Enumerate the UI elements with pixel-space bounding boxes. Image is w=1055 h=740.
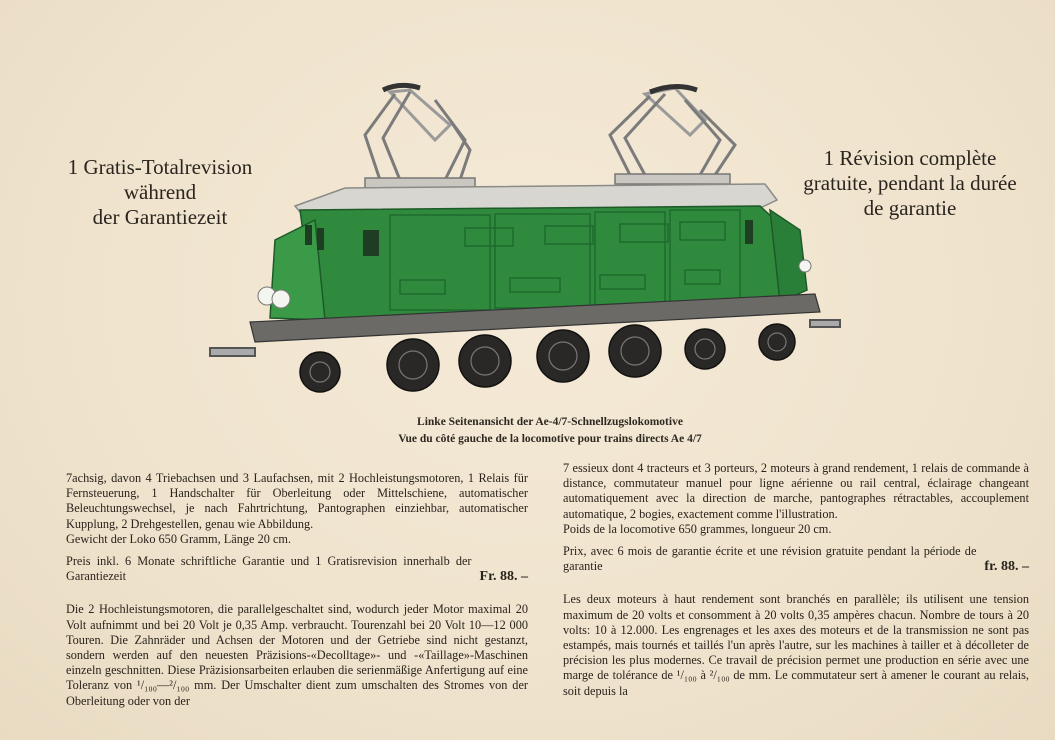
column-german [66,471,528,709]
description-french: 7 essieux dont 4 tracteurs et 3 porteurs, 2 moteurs à grand rendement, 1 relais de commande à distance, commutateur manuel pour ligne aérienne ou rail central, éclairage changeant automatiquement avec la direction de marche, pantographes rétractables, accouplement automatique, 2 bogies, exactement comme l'illustration. [563,461,1029,521]
motors-german: Die 2 Hochleistungsmotoren, die parallelgeschaltet sind, wodurch jeder Motor maximal 20 Volt aufnimmt und bei 20 Volt je 0,35 Amp. verbraucht. Tourenzahl bei 20 Volt 10—12 000 Touren. Die Zahnräder und Achsen der Motoren und der Getriebe sind nicht gestanzt, sondern werden auf den neuesten Präzisions-«Decolltage»- und -«Taillage»-Maschinen einzeln geschnitten. Diese Präzisionsarbeiten erlauben die serienmäßige Anfertigung auf eine Toleranz von ¹/₁₀₀—²/₁₀₀ mm. Der Umschalter dient zum umschalten des Stromes von der Oberleitung oder von der [66,602,528,708]
caption-french: Vue du côté gauche de la locomotive pour trains directs Ae 4/7 [398,433,702,445]
price-text-french: Prix, avec 6 mois de garantie écrite et une révision gratuite pendant la période de garantie [563,544,977,574]
pantograph-left [365,85,475,188]
heading-french-line-2: gratuite, pendant la durée [803,171,1017,195]
caption-german: Linke Seitenansicht der Ae-4/7-Schnellzugslokomotive [417,416,683,428]
price-row-german [66,554,528,584]
heading-german-line-2: während [123,180,197,204]
column-french [563,461,1029,699]
price-amount-german: Fr. 88. – [479,569,528,585]
description-german: 7achsig, davon 4 Triebachsen und 3 Laufachsen, mit 2 Hochleistungsmotoren, 1 Relais für Fernsteuerung, 1 Handschalter für Oberleitung oder Mittelschiene, automatischer Beleuchtungswechsel, je nach Fahrtrichtung, Pantographen einziehbar, automatischer Kupplung, 2 Drehgestellen, genau wie Abbildung. [66,471,528,531]
heading-german-line-3: der Garantiezeit [92,205,228,229]
price-text-german: Preis inkl. 6 Monate schriftliche Garantie und 1 Gratisrevision innerhalb der Garantiezeit [66,554,472,584]
weight-french: Poids de la locomotive 650 grammes, longueur 20 cm. [563,521,832,536]
weight-german: Gewicht der Loko 650 Gramm, Länge 20 cm. [66,531,292,546]
price-amount-french: fr. 88. – [984,559,1029,575]
locomotive-illustration [205,80,845,400]
heading-french-line-1: 1 Révision complète [823,146,997,170]
pantograph-right [610,86,735,184]
heading-german-line-1: 1 Gratis-Totalrevision [67,155,253,179]
price-row-french [563,544,1029,574]
motors-french: Les deux moteurs à haut rendement sont branchés en parallèle; ils utilisent une tension maximum de 20 volts et consomment à 20 volts 0,35 ampères chacun. Nombre de tours à 20 volts: 10 à 12.000. Les engrenages et les axes des moteurs et de la transmission ne sont pas estampés, mais tournés et taillés l'un après l'autre, sur les machines à tailler et à décolleter de précision les plus modernes. Ce travail de précision permet une production en série avec une marge de tolérance de ¹/₁₀₀ à ²/₁₀₀ de mm. Le commutateur sert à amener le courant au relais, soit depuis la [563,592,1029,698]
heading-french-line-3: de garantie [863,196,957,220]
